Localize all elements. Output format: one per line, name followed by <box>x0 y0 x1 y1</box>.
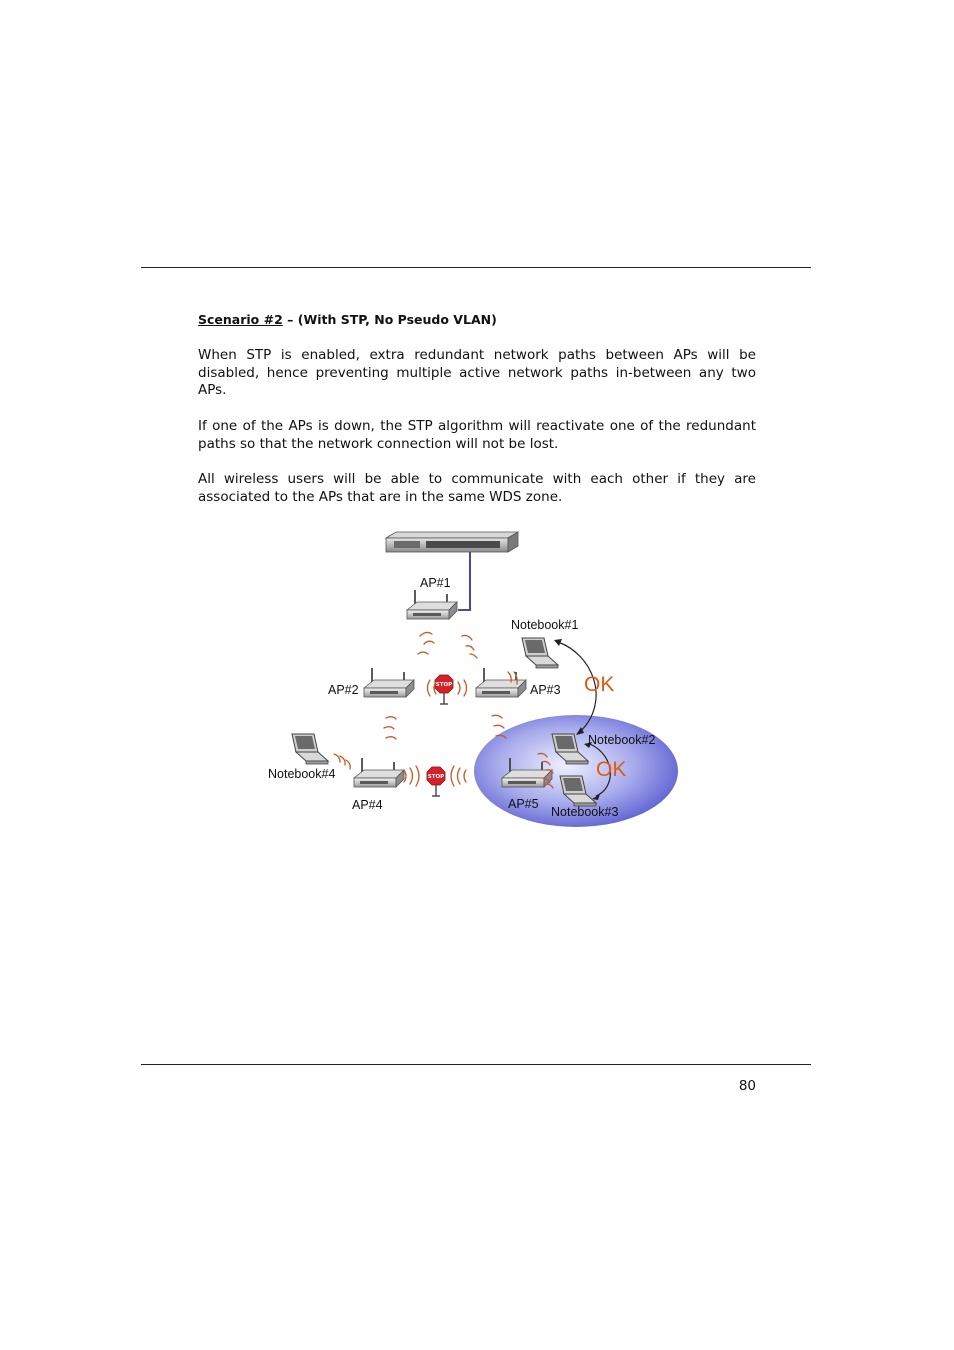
network-diagram: STOP AP#1 AP#2 AP#3 AP#4 AP#5 Notebook#1 Notebook#2 Notebook#3 Notebook#4 OK OK <box>262 520 694 830</box>
ethernet-link <box>458 552 470 610</box>
paragraph-stp-enabled: When STP is enabled, extra redundant network paths between APs will be disabled, hence preventing multiple active network paths in-between any two APs. <box>198 347 756 398</box>
ok-label: OK <box>584 673 615 696</box>
ap-5-label: AP#5 <box>508 797 539 811</box>
notebook-4-label: Notebook#4 <box>268 767 336 781</box>
paragraph-wireless-users: All wireless users will be able to communicate with each other if they are associated to the APs that are in the same WDS zone. <box>198 471 756 505</box>
access-point-3-icon <box>476 668 526 697</box>
ap-4-label: AP#4 <box>352 798 383 812</box>
ap-1-label: AP#1 <box>420 576 451 590</box>
notebook-1-icon <box>522 638 558 668</box>
page-number: 80 <box>738 1078 756 1094</box>
notebook-3-label: Notebook#3 <box>551 805 619 819</box>
section-heading <box>198 312 497 327</box>
access-point-4-icon <box>354 758 404 787</box>
stop-sign-icon <box>427 767 445 796</box>
notebook-2-label: Notebook#2 <box>588 733 656 747</box>
stop-sign-icon <box>435 675 453 704</box>
top-rule <box>141 267 811 268</box>
ap-3-label: AP#3 <box>530 683 561 697</box>
notebook-1-label: Notebook#1 <box>511 618 579 632</box>
paragraph-ap-down: If one of the APs is down, the STP algorithm will reactivate one of the redundant paths so that the network connection will not be lost. <box>198 418 756 452</box>
scenario-title: Scenario #2 <box>198 312 283 327</box>
scenario-subtitle: – (With STP, No Pseudo VLAN) <box>282 312 497 327</box>
bottom-rule <box>141 1064 811 1065</box>
ok-label: OK <box>596 758 627 781</box>
ap-2-label: AP#2 <box>328 683 359 697</box>
network-switch <box>386 532 518 552</box>
access-point-2-icon <box>364 668 414 697</box>
access-point-1-icon <box>407 590 457 619</box>
notebook-4-icon <box>292 734 328 764</box>
